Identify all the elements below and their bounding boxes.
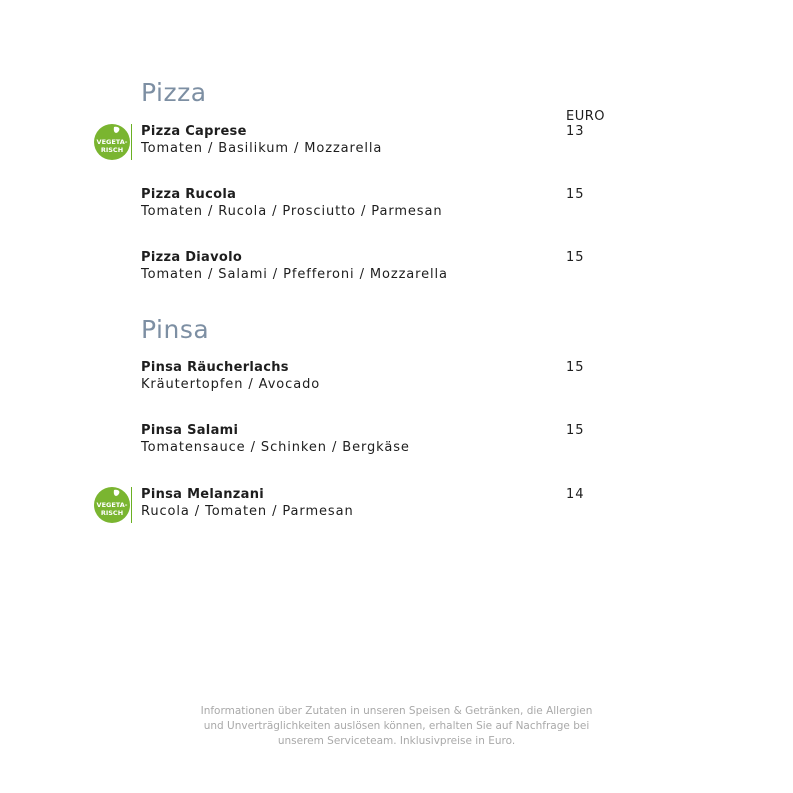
item-description: Tomaten / Salami / Pfefferoni / Mozzarella [141, 267, 448, 282]
menu-item [141, 360, 611, 396]
item-description: Tomaten / Rucola / Prosciutto / Parmesan [141, 204, 443, 219]
veg-badge-text-1: VEGETA- [96, 501, 128, 509]
menu-item [141, 124, 611, 160]
menu-item [141, 250, 611, 286]
item-name: Pizza Diavolo [141, 250, 243, 265]
veg-badge-text-1: VEGETA- [96, 138, 128, 146]
vegetarian-badge-icon [94, 123, 132, 161]
footer-line: und Unverträglichkeiten auslösen können, erhalten Sie auf Nachfrage bei [203, 720, 590, 732]
item-name: Pinsa Räucherlachs [141, 360, 289, 375]
item-description: Tomatensauce / Schinken / Bergkäse [141, 440, 410, 455]
section-title-pizza: Pizza [141, 78, 207, 107]
item-price: 15 [566, 250, 585, 265]
item-price: 15 [566, 423, 585, 438]
veg-badge-text-2: RISCH [100, 509, 124, 517]
item-price: 13 [566, 124, 585, 139]
menu-item [141, 423, 611, 459]
section-title-pinsa: Pinsa [141, 315, 210, 344]
item-name: Pinsa Salami [141, 423, 239, 438]
item-description: Rucola / Tomaten / Parmesan [141, 504, 354, 519]
currency-label: EURO [566, 109, 605, 124]
veg-badge-text-2: RISCH [100, 146, 124, 154]
menu-item [141, 187, 611, 223]
item-name: Pinsa Melanzani [141, 487, 265, 502]
item-price: 15 [566, 360, 585, 375]
item-price: 14 [566, 487, 585, 502]
item-price: 15 [566, 187, 585, 202]
allergen-footer-note [170, 704, 623, 749]
footer-line: unserem Serviceteam. Inklusivpreise in Euro. [277, 735, 516, 747]
item-name: Pizza Caprese [141, 124, 247, 139]
item-name: Pizza Rucola [141, 187, 237, 202]
menu-item [141, 487, 611, 523]
vegetarian-badge-icon [94, 486, 132, 524]
veg-divider [131, 487, 132, 523]
veg-divider [131, 124, 132, 160]
item-description: Kräutertopfen / Avocado [141, 377, 321, 392]
item-description: Tomaten / Basilikum / Mozzarella [141, 141, 383, 156]
footer-line: Informationen über Zutaten in unseren Speisen & Getränken, die Allergien [200, 705, 593, 717]
